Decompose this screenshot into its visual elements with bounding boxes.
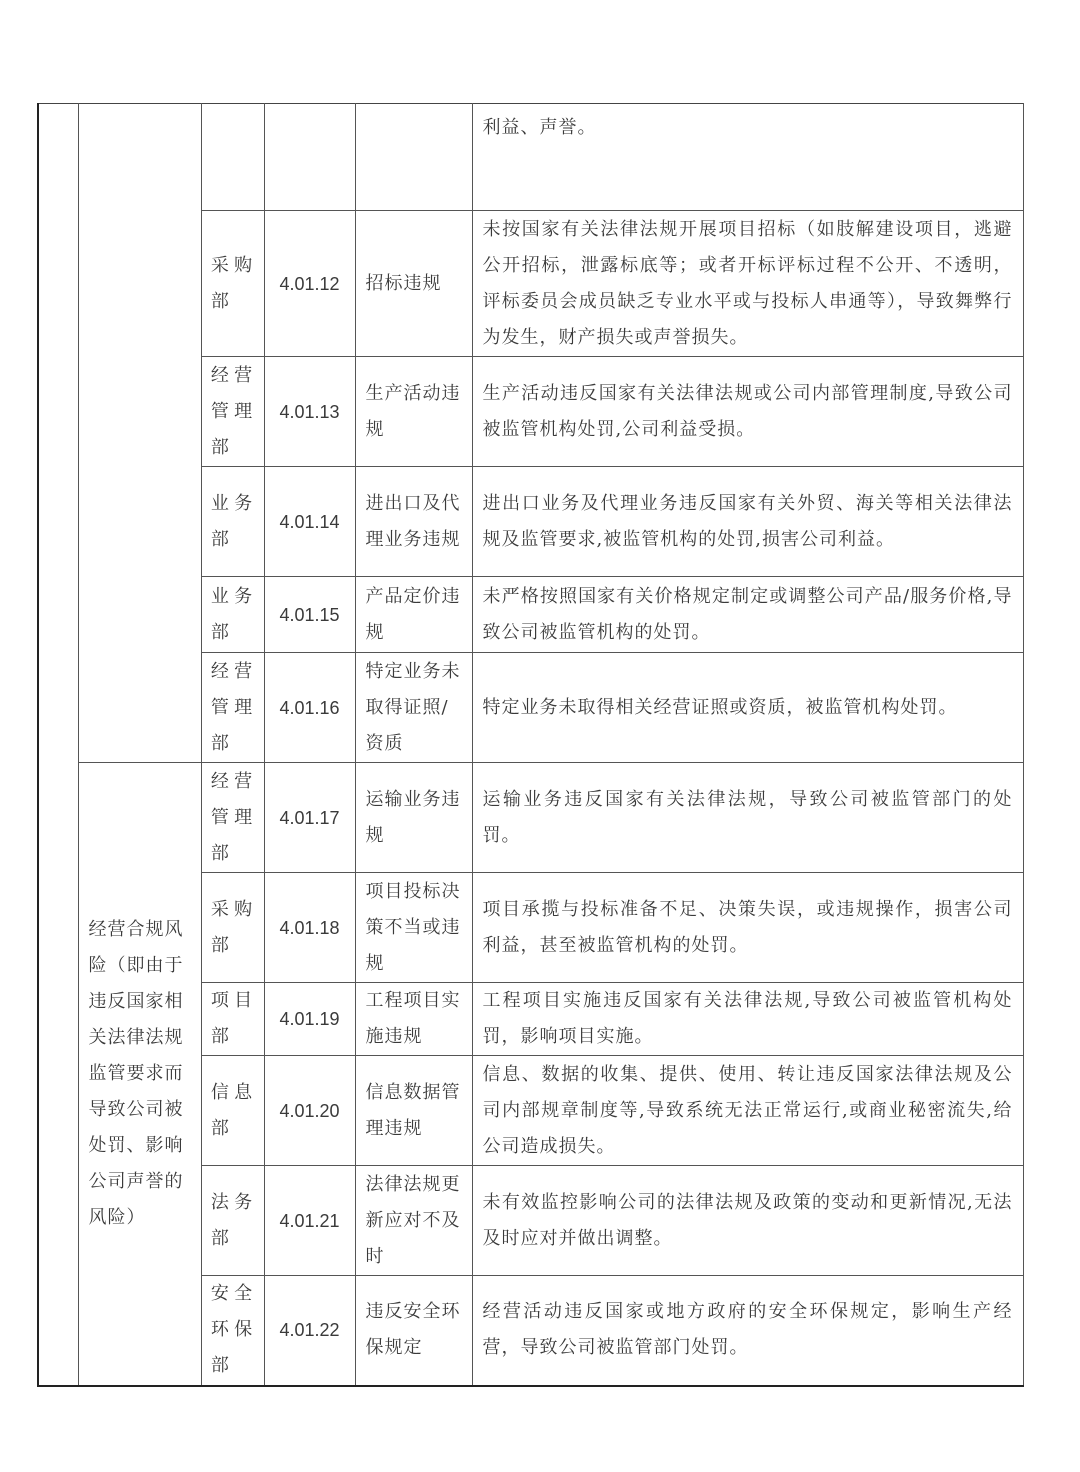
name-cell: 项目投标决策不当或违规 <box>355 873 472 983</box>
desc-cell: 项目承揽与投标准备不足、决策失误，或违规操作，损害公司利益，甚至被监管机构的处罚。 <box>472 873 1023 983</box>
code-cell <box>264 104 355 211</box>
dept-cell: 业务部 <box>201 577 264 653</box>
dept-cell: 项目部 <box>201 983 264 1056</box>
code-cell: 4.01.20 <box>264 1056 355 1166</box>
name-cell: 招标违规 <box>355 211 472 357</box>
name-cell: 进出口及代理业务违规 <box>355 467 472 577</box>
dept-cell: 信息部 <box>201 1056 264 1166</box>
desc-cell: 未按国家有关法律法规开展项目招标（如肢解建设项目，逃避公开招标，泄露标底等；或者开标评标过程不公开、不透明，评标委员会成员缺乏专业水平或与投标人串通等），导致舞弊行为发生，财产损失或声誉损失。 <box>472 211 1023 357</box>
risk-table <box>37 103 1024 1387</box>
desc-cell: 利益、声誉。 <box>472 104 1023 211</box>
code-cell: 4.01.22 <box>264 1276 355 1386</box>
dept-cell: 采购部 <box>201 873 264 983</box>
name-cell: 产品定价违规 <box>355 577 472 653</box>
desc-cell: 未有效监控影响公司的法律法规及政策的变动和更新情况,无法及时应对并做出调整。 <box>472 1166 1023 1276</box>
desc-cell: 运输业务违反国家有关法律法规，导致公司被监管部门的处罚。 <box>472 763 1023 873</box>
dept-cell: 经营管理部 <box>201 763 264 873</box>
category-cell: 经营合规风险（即由于违反国家相关法律法规监管要求而导致公司被处罚、影响公司声誉的风险） <box>78 763 201 1386</box>
dept-cell: 采购部 <box>201 211 264 357</box>
code-cell: 4.01.14 <box>264 467 355 577</box>
dept-cell <box>201 104 264 211</box>
name-cell: 信息数据管理违规 <box>355 1056 472 1166</box>
code-cell: 4.01.13 <box>264 357 355 467</box>
dept-cell: 经营管理部 <box>201 357 264 467</box>
name-cell: 运输业务违规 <box>355 763 472 873</box>
desc-cell: 进出口业务及代理业务违反国家有关外贸、海关等相关法律法规及监管要求,被监管机构的处罚,损害公司利益。 <box>472 467 1023 577</box>
name-cell: 法律法规更新应对不及时 <box>355 1166 472 1276</box>
table-row <box>38 763 1023 873</box>
desc-cell: 特定业务未取得相关经营证照或资质，被监管机构处罚。 <box>472 653 1023 763</box>
code-cell: 4.01.15 <box>264 577 355 653</box>
code-cell: 4.01.17 <box>264 763 355 873</box>
name-cell: 特定业务未取得证照/资质 <box>355 653 472 763</box>
name-cell <box>355 104 472 211</box>
dept-cell: 安全环保部 <box>201 1276 264 1386</box>
code-cell: 4.01.16 <box>264 653 355 763</box>
code-cell: 4.01.12 <box>264 211 355 357</box>
code-cell: 4.01.19 <box>264 983 355 1056</box>
category-cell-empty <box>78 104 201 763</box>
desc-cell: 未严格按照国家有关价格规定制定或调整公司产品/服务价格,导致公司被监管机构的处罚。 <box>472 577 1023 653</box>
name-cell: 工程项目实施违规 <box>355 983 472 1056</box>
desc-cell: 工程项目实施违反国家有关法律法规,导致公司被监管机构处罚，影响项目实施。 <box>472 983 1023 1056</box>
table-row <box>38 104 1023 211</box>
code-cell: 4.01.18 <box>264 873 355 983</box>
blank-column <box>38 104 78 1386</box>
dept-cell: 经营管理部 <box>201 653 264 763</box>
code-cell: 4.01.21 <box>264 1166 355 1276</box>
desc-cell: 经营活动违反国家或地方政府的安全环保规定，影响生产经营，导致公司被监管部门处罚。 <box>472 1276 1023 1386</box>
dept-cell: 业务部 <box>201 467 264 577</box>
name-cell: 生产活动违规 <box>355 357 472 467</box>
desc-cell: 生产活动违反国家有关法律法规或公司内部管理制度,导致公司被监管机构处罚,公司利益受损。 <box>472 357 1023 467</box>
desc-cell: 信息、数据的收集、提供、使用、转让违反国家法律法规及公司内部规章制度等,导致系统无法正常运行,或商业秘密流失,给公司造成损失。 <box>472 1056 1023 1166</box>
dept-cell: 法务部 <box>201 1166 264 1276</box>
name-cell: 违反安全环保规定 <box>355 1276 472 1386</box>
